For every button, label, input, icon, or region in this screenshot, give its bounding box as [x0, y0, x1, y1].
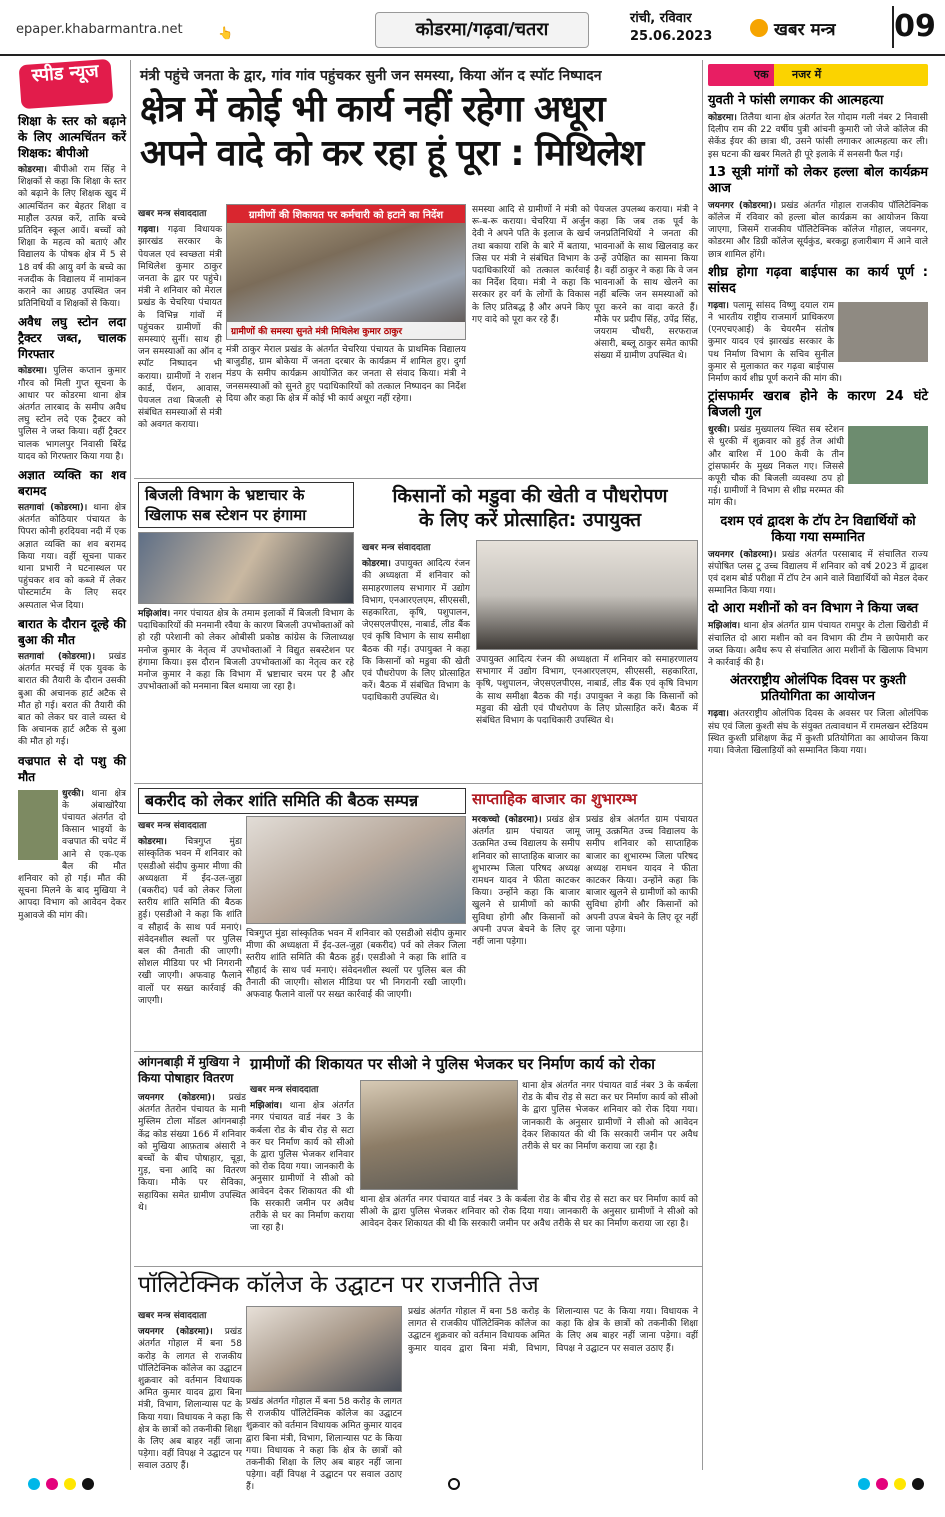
anganbadi-headline: आंगनबाड़ी में मुखिया ने किया पोषाहार वितरण: [138, 1055, 240, 1085]
speed-item-head: अज्ञात व्यक्ति का शव बरामद: [18, 468, 126, 499]
lead-body: गढ़वा विधायक झारखंड सरकार के पेयजल एवं स्वच्छता मंत्री मिथिलेश कुमार ठाकुर जनता के द्वार पर पहुंचे। मंत्री ने शनिवार को मेराल प्रखंड के चेचरिया पंचायत के विभिन्न गांवों में पहुंचकर ग्रामीणों की समस्याएं सुनीं। साथ ही जन समस्याओं का ऑन द स्पॉट निष्पादन भी कराया। ग्रामीणों ने राशन कार्ड, पेंशन, आवास, पेयजल तथा बिजली से संबंधित समस्याओं से मंत्री को अवगत कराया।: [138, 225, 222, 431]
speed-item: [18, 753, 126, 922]
right-item-head: ट्रांसफार्मर खराब होने के कारण 24 घंटे बिजली गुल: [708, 389, 928, 421]
dateline: मझिआंव।: [138, 609, 171, 619]
dateline: मझिआंव।: [250, 1101, 283, 1112]
kisan-headline-line1: किसानों को मडुवा की खेती व पौधरोपण: [392, 485, 668, 507]
city-day: रांची, रविवार: [630, 11, 692, 26]
polytechnic-col-3: [408, 1306, 698, 1470]
dateline: कोडरमा।: [362, 559, 391, 570]
kisan-text: उपायुक्त आदित्य रंजन की अध्यक्षता में शनिवार को समाहरणालय सभागार में उद्योग विभाग, एनआरएलएम, सीएससी, सहकारिता, कृषि, पशुपालन, जेएसएलपीएस, नाबार्ड, लीड बैंक एवं कृषि विभाग के साथ समीक्षा बैठक की गई। उपायुक्त ने कहा कि किसानों को मडुवा की खेती एवं पौधरोपण के लिए प्रोत्साहित करें। बैठक में संबंधित विभाग के पदाधिकारी उपस्थित थे।: [362, 559, 470, 704]
kisan-col-2: [476, 654, 698, 780]
page-number: 09: [892, 6, 936, 48]
bazar-col-1: [472, 814, 580, 1048]
dateline: गढ़वा।: [708, 300, 729, 311]
anganbadi-body: [138, 1092, 246, 1264]
speed-item-head: अवैध लघु स्टोन लदा ट्रैक्टर जब्त, चालक गिरफ्तार: [18, 315, 126, 362]
speed-item-dateline: धुरकी।: [62, 788, 84, 799]
speed-item-text: बीपीओ राम सिंह ने शिक्षकों से कहा कि शिक्षा के स्तर को बढ़ाने के लिए शिक्षक खुद में आत्मचिंतन कर बेहतर शिक्षा व माहौल उत्पन्न करें, ताकि बच्चे प्रतिदिन स्कूल आयें। बच्चों को शिक्षा के महत्व को बताएं और विद्यालय के पोषक क्षेत्र में 5 से 18 वर्ष की आयु वर्ग के बच्चे का नजदीक के विद्यालय में नामांकन कराने का आग्रह उपस्थित जन प्रतिनिधियों व शिक्षकों से किया।: [18, 165, 126, 310]
speed-item-dateline: कोडरमा।: [18, 165, 47, 175]
ghar-col-2: [360, 1194, 698, 1264]
right-column: [708, 90, 928, 1470]
right-item-text: प्रखंड अंतर्गत गोहाल राजकीय पॉलिटेक्निक कॉलेज में रविवार को हल्ला बोल कार्यक्रम का आयोजन किया जाएगा, जिसमें राजकीय पॉलिटेक्निक कॉलेज गोहाल, जयनगर, कोडरमा और डिग्री कॉलेज सूर्यकुंड, बरकट्ठा हजारीबाग में आने वाले छात्र शामिल होंगे।: [708, 200, 928, 260]
ghar-photo: [360, 1080, 518, 1190]
speed-item: [18, 314, 126, 463]
photo-transformer: [848, 426, 928, 484]
divider: [134, 478, 702, 479]
kisan-headline-line2: के लिए करें प्रोत्साहित: उपायुक्त: [418, 509, 642, 531]
bazar-headline: साप्ताहिक बाजार का शुभारम्भ: [472, 790, 637, 808]
lead-col-3: [472, 204, 590, 476]
dateline: गढ़वा।: [708, 709, 729, 720]
dateline: जयनगर (कोडरमा)।: [708, 200, 777, 211]
right-item: [708, 673, 928, 757]
dateline: मरकच्चो (कोडरमा)।: [472, 815, 542, 825]
speed-item: [18, 616, 126, 749]
right-item-text: पलामू सांसद विष्णु दयाल राम ने भारतीय राष्ट्रीय राजमार्ग प्राधिकरण (एनएचएआई) के चेयरमैन संतोष कुमार यादव एवं झारखंड सरकार के पथ निर्माण विभाग के सचिव सुनील कुमार से मुलाकात कर गढ़वा बाईपास निर्माण कार्य शीघ्र पूर्ण कराने की मांग की।: [708, 300, 843, 385]
magenta-dot: [876, 1478, 888, 1490]
dateline: जयनगर (कोडरमा)।: [138, 1327, 213, 1338]
speed-item-head: शिक्षा के स्तर को बढ़ाने के लिए आत्मचिंतन करें शिक्षक: बीपीओ: [18, 114, 126, 160]
magenta-dot: [46, 1478, 58, 1490]
ghar-text: थाना क्षेत्र अंतर्गत नगर पंचायत वार्ड नंबर 3 के कर्बला रोड के बीच रोड़ से सटा कर घर निर्माण कार्य को सीओ के द्वारा पुलिस भेजकर शनिवार को रोक दिया गया। जानकारी के अनुसार ग्रामीणों ने सीओ को आवेदन देकर शिकायत की थी कि सरकारी जमीन पर अवैध तरीके से घर का निर्माण कराया जा रहा है।: [250, 1101, 354, 1234]
ghar-col-3: [522, 1080, 698, 1192]
ghar-text-cont: थाना क्षेत्र अंतर्गत नगर पंचायत वार्ड नंबर 3 के कर्बला रोड के बीच रोड़ से सटा कर घर निर्माण कार्य को सीओ के द्वारा पुलिस भेजकर शनिवार को रोक दिया गया। जानकारी के अनुसार ग्रामीणों ने सीओ को आवेदन देकर शिकायत की थी कि सरकारी जमीन पर अवैध तरीके से घर का निर्माण कराया जा रहा है।: [360, 1195, 698, 1230]
column-divider: [702, 60, 703, 1470]
brand-mark-icon: [750, 19, 768, 37]
speed-item-text: प्रखंड अंतर्गत मरचई में एक युवक के बारात की तैयारी के दौरान उसकी बुआ की अचानक हार्ट अटैक से मौत हो गई। बरात की तैयारी की बात को लेकर घर वाले व्यस्त थे कि अचानक हार्ट अटैक से बुआ की मौत हो गई।: [18, 651, 126, 748]
speed-news-badge: स्पीड न्यूज: [19, 59, 114, 109]
divider: [134, 1051, 702, 1052]
lead-body: समस्या आदि से ग्रामीणों ने मंत्री को रू-ब-रू कराया। चेचरिया में अर्जुन देवी ने अपने पति के इलाज के खर्च तथा बकाया राशि के बारे में बताया, जिस पर मंत्री ने संबंधित विभाग के पदाधिकारियों को तत्काल कार्रवाई का निर्देश दिया। मंत्री ने कहा कि सरकार हर वर्ग के लोगों के विकास के लिए प्रतिबद्ध है और अपने किए गए वादे को पूरा कर रहे हैं।: [472, 205, 590, 325]
right-item-head: दो आरा मशीनों को वन विभाग ने किया जब्त: [708, 601, 919, 617]
polytechnic-headline: पॉलिटेक्निक कॉलेज के उद्घाटन पर राजनीति तेज: [138, 1272, 539, 1298]
right-item: [708, 514, 928, 598]
bijli-photo: [138, 532, 354, 604]
page-header: [0, 0, 945, 56]
bazar-text: प्रखंड क्षेत्र अंतर्गत ग्राम पंचायत जामू उत्क्रमित उच्च विद्यालय के समीप शनिवार को साप्ताहिक बाजार का शुभारम्भ जिला परिषद अध्यक्ष रामधन यादव ने फीता काटकर किया। उन्होंने कहा कि बाजार खुलने से ग्रामीणों को काफी सुविधा होगी और किसानों को अपनी उपज बेचने के लिए दूर नहीं जाना पड़ेगा।: [472, 815, 580, 948]
polytechnic-col-2: [246, 1396, 402, 1493]
polytechnic-text-cont: प्रखंड अंतर्गत गोहाल में बना 58 करोड़ के लागत से राजकीय पॉलिटेक्निक कॉलेज का उद्घाटन शुक्रवार को वर्तमान विधायक अमित कुमार यादव द्वारा बिना मंत्री, विभाग, शिलान्यास पट के किया गया। विधायक ने कहा कि क्षेत्र के छात्रों को तकनीकी शिक्षा के लिए अब बाहर नहीं जाना पड़ेगा। वहीं विपक्ष ने उद्घाटन पर सवाल उठाए हैं।: [408, 1307, 698, 1354]
bakrid-col-1: [138, 816, 242, 1048]
speed-item-text: थाना क्षेत्र अंतर्गत कोठियार पंचायत के पिपरा कोनी हरदियवा नदी में एक अज्ञात व्यक्ति का शव बरामद किया गया। वहीं सूचना पाकर थाना प्रभारी ने घटनास्थल पर पहुंचकर शव को कब्जे में लेकर पोस्टमार्टम के लिए सदर अस्पताल भेज दिया।: [18, 503, 126, 611]
cyan-dot: [858, 1478, 870, 1490]
color-registration-marks: [18, 1478, 928, 1498]
polytechnic-text-cont: प्रखंड अंतर्गत गोहाल में बना 58 करोड़ के लागत से राजकीय पॉलिटेक्निक कॉलेज का उद्घाटन शुक्रवार को वर्तमान विधायक अमित कुमार यादव द्वारा बिना मंत्री, विभाग, शिलान्यास पट के किया गया। विधायक ने कहा कि क्षेत्र के छात्रों को तकनीकी शिक्षा के लिए अब बाहर नहीं जाना पड़ेगा। वहीं विपक्ष ने उद्घाटन पर सवाल उठाए हैं।: [246, 1397, 402, 1493]
ek-nazar-banner: [708, 64, 928, 86]
lead-headline-line1: क्षेत्र में कोई भी कार्य नहीं रहेगा अधूरा: [140, 89, 605, 130]
bakrid-photo: [246, 816, 466, 924]
black-dot: [912, 1478, 924, 1490]
pointer-icon: 👆: [218, 26, 233, 40]
bazar-col-2: [586, 814, 698, 1048]
lead-body: मंत्री ठाकुर मेराल प्रखंड के अंतर्गत चेचरिया पंचायत के प्राथमिक विद्यालय बाजुडीह, ग्राम बोकेया में जनता दरबार के कार्यक्रम में शामिल हुए। दुर्गा मंडप के समीप कार्यक्रम आयोजित कर जनता से संवाद किया। मंत्री ने जनसमस्याओं को सुनते हुए पदाधिकारियों को तत्काल निष्पादन का निर्देश दिया और कहा कि क्षेत्र में कोई भी कार्य अधूरा नहीं रहेगा।: [226, 345, 466, 404]
kisan-photo: [476, 540, 698, 650]
bijli-headline: बिजली विभाग के भ्रष्टाचार के खिलाफ सब स्टेशन पर हंगामा: [138, 482, 354, 528]
yellow-dot: [64, 1478, 76, 1490]
right-item-head: अंतरराष्ट्रीय ओलंपिक दिवस पर कुश्ती प्रतियोगिता का आयोजन: [729, 673, 907, 705]
lead-kicker: मंत्री पहुंचे जनता के द्वार, गांव गांव पहुंचकर सुनी जन समस्या, किया ऑन द स्पॉट निष्पादन: [140, 68, 602, 84]
lead-body: पेयजल उपलब्ध कराया। मंत्री ने कहा कि जब तक पूर्व के जनप्रतिनिधियों ने जनता की भावनाओं के साथ खिलवाड़ कर उन्हें उपेक्षित का सामना किया है। वहीं ठाकुर ने कहा कि वे जन भावनाओं के साथ खेलने का नहीं बल्कि जन समस्याओं को पूरा करने का वादा करते हैं। मौके पर प्रदीप सिंह, उपेंद्र सिंह, जयराम चौधरी, सरफराज अंसारी, बब्लू ठाकुर समेत काफी संख्या में ग्रामीण उपस्थित थे।: [594, 205, 698, 362]
byline: खबर मन्त्र संवाददाता: [138, 1311, 207, 1321]
bakrid-headline: बकरीद को लेकर शांति समिति की बैठक सम्पन्न: [138, 788, 466, 814]
right-item: [708, 389, 928, 509]
bakrid-text: चित्रगुप्त मुंडा सांस्कृतिक भवन में शनिवार को एसडीओ संदीप कुमार मीणा की अध्यक्षता में ईद-उल-जुहा (बकरीद) पर्व को लेकर जिला स्तरीय शांति समिति की बैठक हुई। एसडीओ ने कहा कि शांति व सौहार्द के साथ पर्व मनाएं। संवेदनशील स्थलों पर पुलिस बल की तैनाती की जाएगी। सोशल मीडिया पर भी निगरानी रखी जाएगी। अफवाह फैलाने वालों पर सख्त कार्रवाई की जाएगी।: [138, 837, 242, 1006]
ghar-col-1: [250, 1080, 354, 1264]
lead-headline: [140, 88, 720, 176]
right-item-head: शीघ्र होगा गढ़वा बाईपास का कार्य पूर्ण : सांसद: [708, 264, 928, 296]
edition-date: 25.06.2023: [630, 29, 713, 44]
right-item-head: दशम एवं द्वादश के टॉप टेन विद्यार्थियों को किया गया सम्मानित: [720, 513, 916, 545]
brand-logo: [750, 10, 890, 46]
polytechnic-photo: [246, 1306, 402, 1392]
bijli-text: नगर पंचायत क्षेत्र के तमाम इलाकों में बिजली विभाग के पदाधिकारियों की मनमानी रवैया के कारण बिजली उपभोक्ताओं को हो रही परेशानी को लेकर ओबीसी प्रकोष्ठ कांग्रेस के जिलाध्यक्ष मनोज कुमार के नेतृत्व में उपभोक्ताओं ने विद्युत सबस्टेशन पर हंगामा किया। इस दौरान बिजली उपभोक्ताओं का नेतृत्व कर रहे मनोज कुमार ने कहा कि विभाग में भ्रष्टाचार चरम पर है और उपभोक्ताओं को मनमाना बिल थमाया जा रहा है।: [138, 609, 354, 693]
dateline-block: [630, 10, 712, 46]
right-item: [708, 93, 928, 161]
right-item-text: प्रखंड अंतर्गत परसाबाद में संचालित राज्य संपोषित प्लस टू उच्च विद्यालय में शनिवार को वर्ष 2023 में द्वादश एवं दशम बोर्ड परीक्षा में टॉप टेन आने वाले विद्यार्थियों को मेडल देकर सम्मानित किया गया।: [708, 549, 928, 597]
divider: [134, 1266, 702, 1267]
dateline: मझिआंव।: [708, 621, 741, 632]
right-item: [708, 601, 928, 669]
byline: खबर मन्त्र संवाददाता: [362, 543, 431, 553]
dateline: जयनगर (कोडरमा)।: [138, 1093, 215, 1103]
divider: [134, 783, 702, 784]
bakrid-text-cont: चित्रगुप्त मुंडा सांस्कृतिक भवन में शनिवार को एसडीओ संदीप कुमार मीणा की अध्यक्षता में ईद-उल-जुहा (बकरीद) पर्व को लेकर जिला स्तरीय शांति समिति की बैठक हुई। एसडीओ ने कहा कि शांति व सौहार्द के साथ पर्व मनाएं। संवेदनशील स्थलों पर पुलिस बल की तैनाती की जाएगी। सोशल मीडिया पर भी निगरानी रखी जाएगी। अफवाह फैलाने वालों पर सख्त कार्रवाई की जाएगी।: [246, 929, 466, 1001]
byline: खबर मन्त्र संवाददाता: [138, 209, 207, 219]
speed-item-dateline: सतगावां (कोडरमा)।: [18, 651, 95, 662]
kisan-text-cont: उपायुक्त आदित्य रंजन की अध्यक्षता में शनिवार को समाहरणालय सभागार में उद्योग विभाग, एनआरएलएम, सीएससी, सहकारिता, कृषि, पशुपालन, जेएसएलपीएस, नाबार्ड, लीड बैंक एवं कृषि विभाग के साथ समीक्षा बैठक की गई। उपायुक्त ने कहा कि किसानों को मडुवा की खेती एवं पौधरोपण के लिए प्रोत्साहित करें। बैठक में संबंधित विभाग के पदाधिकारी उपस्थित थे।: [476, 655, 698, 727]
nazar-label: नजर में: [792, 68, 822, 81]
kisan-col-1: [362, 538, 470, 780]
anganbadi-text: प्रखंड अंतर्गत तेतरोन पंचायत के मानी मुस्लिम टोला मॉडल आंगनबाड़ी केंद्र कोड संख्या 166 में शनिवार को मुखिया आफ़ताब अंसारी ने बच्चों के बीच पोषाहार, चूड़ा, गुड़, चना आदि का वितरण किया। मौके पर सेविका, सहायिका समेत ग्रामीण उपस्थित थे।: [138, 1093, 246, 1213]
right-item-head: 13 सूत्री मांगों को लेकर हल्ला बोल कार्यक्रम आज: [708, 164, 928, 196]
lead-col-4: [594, 204, 698, 476]
dateline: कोडरमा।: [708, 113, 737, 123]
right-item: [708, 165, 928, 261]
ghar-headline: ग्रामीणों की शिकायत पर सीओ ने पुलिस भेजकर घर निर्माण कार्य को रोका: [250, 1055, 655, 1073]
bakrid-col-2: [246, 928, 466, 1048]
speed-item-head: वज्रपात से दो पशु की मौत: [18, 753, 126, 784]
lead-col-2: [226, 344, 466, 476]
speed-news-column: [18, 110, 126, 1470]
column-divider: [130, 60, 131, 1470]
speed-item: [18, 113, 126, 310]
dateline: कोडरमा।: [138, 837, 167, 848]
lead-photo: [226, 204, 466, 340]
byline: खबर मन्त्र संवाददाता: [250, 1085, 319, 1095]
right-item-text: थाना क्षेत्र अंतर्गत ग्राम पंचायत रामपुर के टोला खिरोडी में संचालित दो आरा मशीन को वन विभाग की टीम ने छापेमारी कर जब्त किया। अवैध रूप से संचालित आरा मशीनों के खिलाफ विभाग ने कार्रवाई की है।: [708, 621, 928, 669]
speed-item-head: बारात के दौरान दूल्हे की बुआ की मौत: [18, 616, 126, 647]
speed-item-text: पुलिस कप्तान कुमार गौरव को मिली गुप्त सूचना के आधार पर कोडरमा थाना क्षेत्र अंतर्गत लारबाद के समीप अवैध लघु स्टोन लदे एक ट्रैक्टर को पुलिस ने जब्त किया। वहीं ट्रैक्टर चालक भागलपुर निवासी बिरेंद्र यादव को गिरफ्तार किया गया है।: [18, 366, 126, 462]
photo-mp: [838, 302, 928, 362]
right-item-text: तिलैया थाना क्षेत्र अंतर्गत रेल गोदाम गली नंबर 2 निवासी दिलीप राम की 22 वर्षीय पुत्री आंचनी कुमारी जो जेजे कॉलेज की सेकेंड ईयर की छात्रा थी, उसने फांसी लगाकर आत्महत्या कर ली। इस घटना की खबर मिलते ही पूरे इलाके में सनसनी फैल गई।: [708, 113, 928, 160]
right-item-text: अंतरराष्ट्रीय ओलंपिक दिवस के अवसर पर जिला ओलंपिक संघ एवं जिला कुश्ती संघ के संयुक्त तत्वावधान में रामलखन स्टेडियम स्थित कुश्ती प्रशिक्षण केंद्र में कुश्ती प्रतियोगिता का आयोजन किया गया। विजेता खिलाड़ियों को सम्मानित किया गया।: [708, 709, 928, 756]
speed-item: [18, 467, 126, 612]
lead-headline-line2: अपने वादे को कर रहा हूं पूरा : मिथिलेश: [140, 133, 644, 174]
cyan-dot: [28, 1478, 40, 1490]
polytechnic-text: प्रखंड अंतर्गत गोहाल में बना 58 करोड़ के लागत से राजकीय पॉलिटेक्निक कॉलेज का उद्घाटन शुक्रवार को वर्तमान विधायक अमित कुमार यादव द्वारा बिना मंत्री, विभाग, शिलान्यास पट के किया गया। विधायक ने कहा कि क्षेत्र के छात्रों को तकनीकी शिक्षा के लिए अब बाहर नहीं जाना पड़ेगा। वहीं विपक्ष ने उद्घाटन पर सवाल उठाए हैं।: [138, 1327, 242, 1472]
kisan-headline: [362, 484, 698, 532]
lead-col-1: [138, 204, 222, 476]
section-title: कोडरमा/गढ़वा/चतरा: [375, 12, 589, 48]
right-item-head: युवती ने फांसी लगाकर की आत्महत्या: [708, 93, 884, 108]
dateline: धुरकी।: [708, 425, 730, 436]
right-item: [708, 265, 928, 385]
black-dot: [82, 1478, 94, 1490]
speed-item-text: थाना क्षेत्र के अंबाखोरैया पंचायत अंतर्गत दो किसान भाइयों के वज्रपात की चपेट में आने से एक-एक बैल की मौत शनिवार को हो गई। मौत की सूचना मिलने के बाद मुखिया ने आपदा विभाग को आवेदन देकर मुआवजे की मांग की।: [18, 788, 126, 921]
brand-name: खबर मन्त्र: [774, 19, 836, 40]
speed-item-dateline: कोडरमा।: [18, 366, 47, 377]
right-item-text: प्रखंड मुख्यालय स्थित सब स्टेशन से धुरकी में शुक्रवार को हुई तेज आंधी और बारिश में 100 केवी के तीन ट्रांसफार्मर के मुख्य निकल गए। जिससे कपूरी चौक की बिजली व्यवस्था ठप हो गई। ग्रामीणों ने विभाग से शीघ्र मरम्मत की मांग की।: [708, 425, 844, 509]
polytechnic-col-1: [138, 1306, 242, 1470]
ghar-text-cont: थाना क्षेत्र अंतर्गत नगर पंचायत वार्ड नंबर 3 के कर्बला रोड के बीच रोड़ से सटा कर घर निर्माण कार्य को सीओ के द्वारा पुलिस भेजकर शनिवार को रोक दिया गया। जानकारी के अनुसार ग्रामीणों ने सीओ को आवेदन देकर शिकायत की थी कि सरकारी जमीन पर अवैध तरीके से घर का निर्माण कराया जा रहा है।: [522, 1081, 698, 1153]
bazar-text-cont: प्रखंड क्षेत्र अंतर्गत ग्राम पंचायत जामू उत्क्रमित उच्च विद्यालय के समीप शनिवार को साप्ताहिक बाजार का शुभारम्भ जिला परिषद अध्यक्ष रामधन यादव ने फीता काटकर किया। उन्होंने कहा कि बाजार खुलने से ग्रामीणों को काफी सुविधा होगी और किसानों को अपनी उपज बेचने के लिए दूर नहीं जाना पड़ेगा।: [586, 815, 698, 935]
ek-label: एक: [754, 68, 769, 81]
crosshair-icon: [448, 1478, 460, 1490]
speed-item-dateline: सतगावां (कोडरमा)।: [18, 503, 88, 514]
bijli-body: [138, 608, 354, 780]
photo-top-caption: ग्रामीणों की शिकायत पर कर्मचारी को हटाने का निर्देश: [227, 205, 465, 223]
byline: खबर मन्त्र संवाददाता: [138, 821, 207, 831]
dateline: जयनगर (कोडरमा)।: [708, 549, 777, 560]
yellow-dot: [894, 1478, 906, 1490]
site-url[interactable]: epaper.khabarmantra.net: [16, 22, 183, 37]
photo-cattle: [18, 790, 58, 860]
dateline: गढ़वा।: [138, 225, 159, 236]
photo-caption: ग्रामीणों की समस्या सुनते मंत्री मिथिलेश कुमार ठाकुर: [227, 322, 465, 339]
